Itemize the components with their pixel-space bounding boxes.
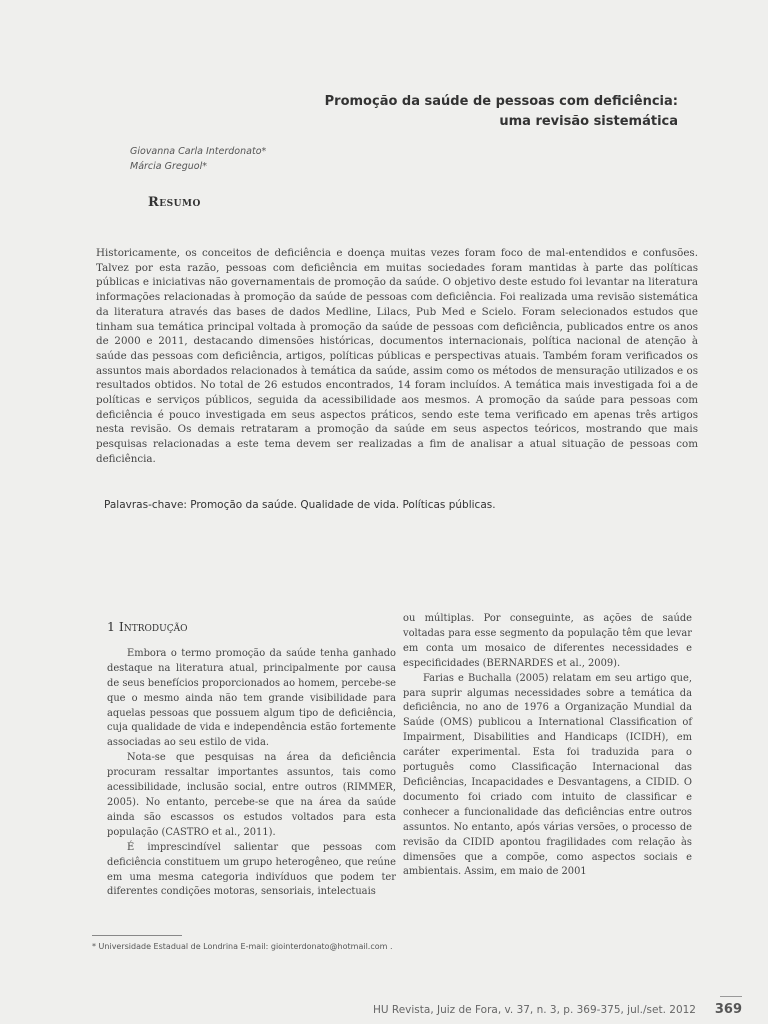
journal-citation: HU Revista, Juiz de Fora, v. 37, n. 3, p. 369-375, jul./set. 2012 bbox=[372, 1004, 696, 1016]
paragraph: Farias e Buchalla (2005) relatam em seu artigo que, para suprir algumas necessidades sobre a temática da deficiência, no ano de 1976 a Organização Mundial da Saúde (OMS) publicou a International Classification of Impairment, Disabilities and Handicaps (ICIDH), em caráter experimental. Esta foi traduzida para o português como Classificação Internacional das Deficiências, Incapacidades e Desvantagens, a CIDID. O documento foi criado com intuito de classificar e conhecer a funcionalidade das deficiências entre outros assuntos. No entanto, após várias versões, o processo de revisão da CIDID apontou fragilidades com relação às dimensões que a compõe, como aspectos sociais e ambientais. Assim, em maio de 2001 bbox=[403, 672, 692, 878]
keywords: Palavras-chave: Promoção da saúde. Qualidade de vida. Políticas públicas. bbox=[104, 499, 496, 511]
author-name: Giovanna Carla Interdonato* bbox=[130, 146, 267, 157]
title-line-1: Promoção da saúde de pessoas com deficiência: bbox=[324, 94, 678, 109]
paragraph: Embora o termo promoção da saúde tenha ganhado destaque na literatura atual, principalmente por causa de seus benefícios proporcionados ao homem, percebe-se que o mesmo ainda não tem grande visibilidade para aquelas pessoas que possuem algum tipo de deficiência, cuja qualidade de vida e independência estão fortemente associadas ao seu estilo de vida. bbox=[107, 647, 396, 749]
abstract-text: Historicamente, os conceitos de deficiência e doença muitas vezes foram foco de mal-entendidos e confusões. Talvez por esta razão, pessoas com deficiência em muitas sociedades foram mantidas à parte das políticas públicas e iniciativas não governamentais de promoção da saúde. O objetivo deste estudo foi levantar na literatura informações relacionadas à promoção da saúde de pessoas com deficiência. Foi realizada uma revisão sistemática da literatura através das bases de dados Medline, Lilacs, Pub Med e Scielo. Foram selecionados estudos que tinham sua temática principal voltada à promoção da saúde de pessoas com deficiência, publicados entre os anos de 2000 e 2011, destacando dimensões históricas, documentos internacionais, política nacional de atenção à saúde das pessoas com deficiência, artigos, políticas públicas e perspectivas atuais. Também foram verificados os assuntos mais abordados relacionados à temática da saúde, assim como os métodos de mensuração utilizados e os resultados obtidos. No total de 26 estudos encontrados, 14 foram incluídos. A temática mais investigada foi a de políticas e serviços públicos, seguida da acessibilidade aos mesmos. A promoção da saúde para pessoas com deficiência é pouco investigada em seus aspectos práticos, sendo este tema verificado em apenas três artigos nesta revisão. Os demais retrataram a promoção da saúde em seus aspectos teóricos, mostrando que mais pesquisas relacionadas a este tema devem ser realizadas a fim de analisar a atual situação de pessoas com deficiência. bbox=[96, 247, 698, 465]
paragraph: Nota-se que pesquisas na área da deficiência procuram ressaltar importantes assuntos, tais como acessibilidade, inclusão social, entre outros (RIMMER, 2005). No entanto, percebe-se que na área da saúde ainda são escassos os estudos voltados para esta população (CASTRO et al., 2011). bbox=[107, 752, 396, 838]
footnote: * Universidade Estadual de Londrina E-mail: giointerdonato@hotmail.com . bbox=[92, 942, 393, 951]
body-column-right bbox=[403, 612, 692, 880]
author-list bbox=[130, 144, 266, 174]
paragraph: ou múltiplas. Por conseguinte, as ações de saúde voltadas para esse segmento da população têm que levar em conta um mosaico de diferentes necessidades e especificidades (BERNARDES et al., 2009). bbox=[403, 613, 692, 669]
paragraph: É imprescindível salientar que pessoas com deficiência constituem um grupo heterogêneo, que reúne em uma mesma categoria indivíduos que podem ter diferentes condições motoras, sensoriais, intelectuais bbox=[107, 841, 396, 898]
page-number: 369 bbox=[714, 1002, 742, 1017]
author-name: Márcia Greguol* bbox=[130, 161, 207, 172]
abstract-heading: Resumo bbox=[148, 195, 201, 210]
footer-divider bbox=[720, 996, 742, 997]
title-line-2: uma revisão sistemática bbox=[499, 114, 678, 129]
section-heading: 1 Introdução bbox=[107, 619, 188, 634]
body-column-left bbox=[107, 612, 396, 900]
article-title bbox=[325, 92, 678, 132]
footnote-divider bbox=[92, 935, 182, 936]
